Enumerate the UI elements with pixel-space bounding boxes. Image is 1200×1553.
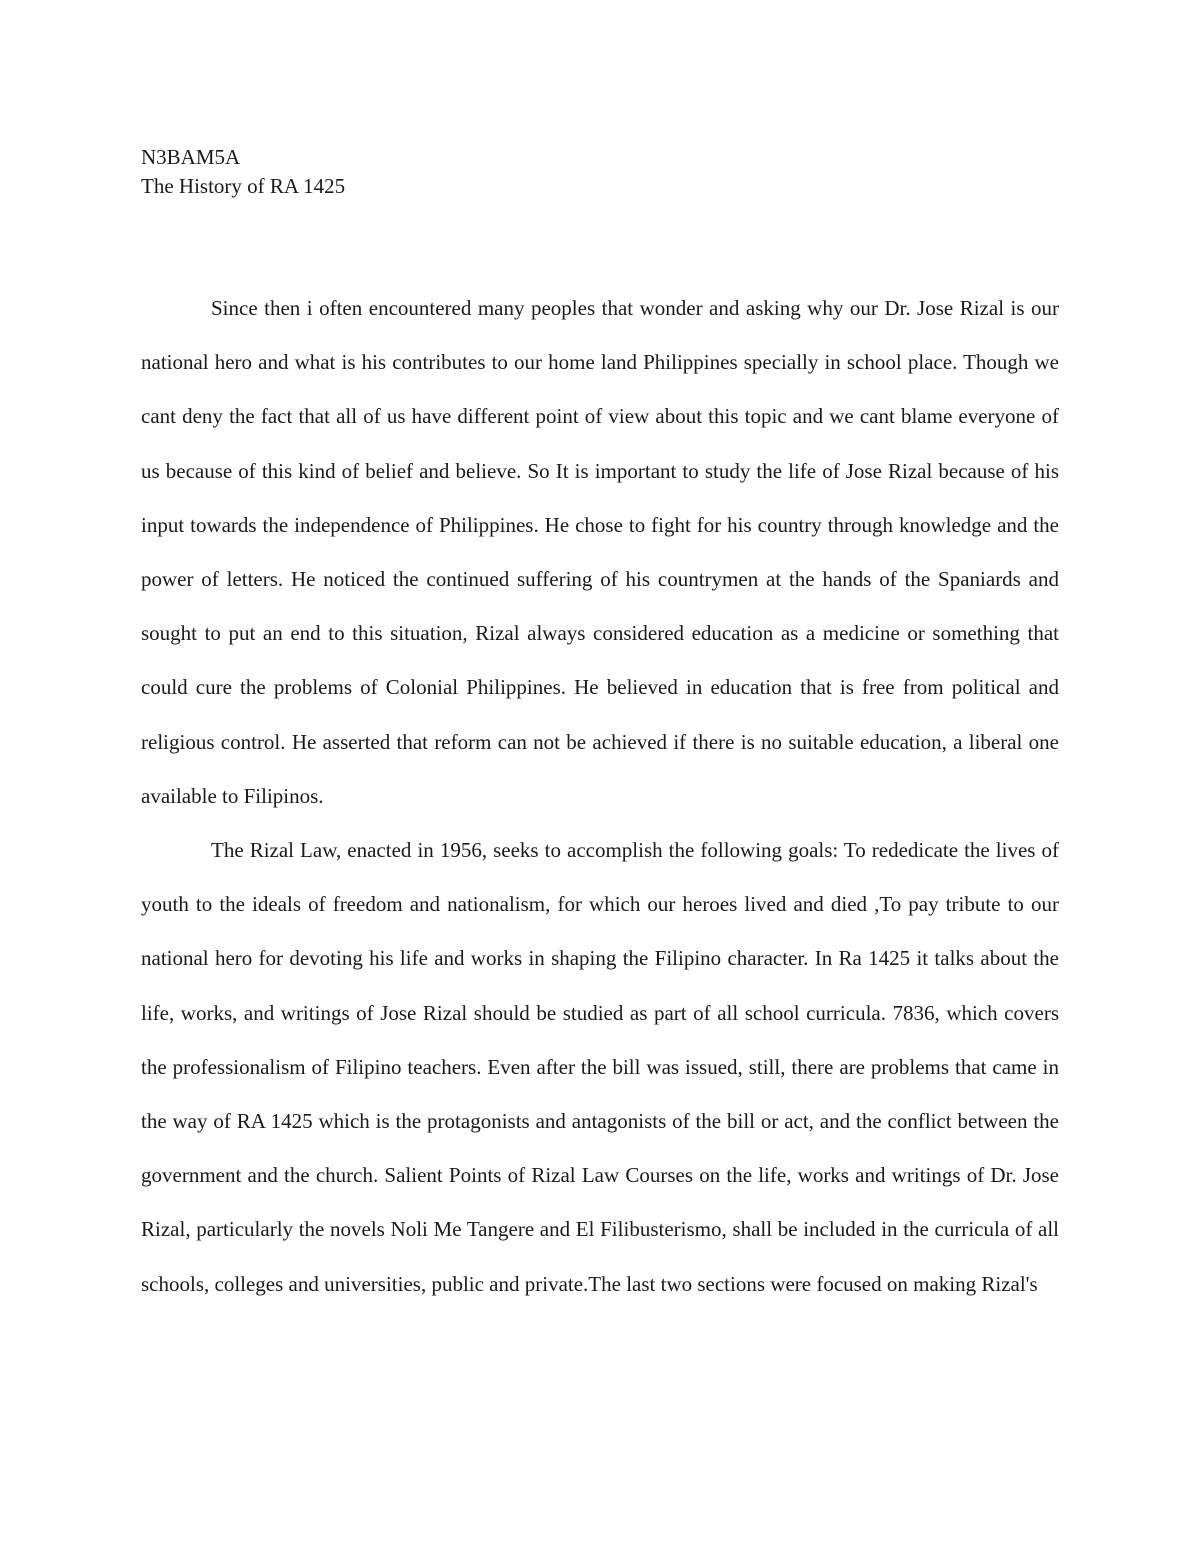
paragraph-rizal-law: The Rizal Law, enacted in 1956, seeks to accomplish the following goals: To rededicate the lives of youth to the ideals of freedom and nationalism, for which our heroes lived and died ,To pay tribute to our national hero for devoting his life and works in shaping the Filipino character. In Ra 1425 it talks about the life, works, and writings of Jose Rizal should be studied as part of all school curricula. 7836, which covers the professionalism of Filipino teachers. Even after the bill was issued, still, there are problems that came in the way of RA 1425 which is the protagonists and antagonists of the bill or act, and the conflict between the government and the church. Salient Points of Rizal Law Courses on the life, works and writings of Dr. Jose Rizal, particularly the novels Noli Me Tangere and El Filibusterismo, shall be included in the curricula of all schools, colleges and universities, public and private.The last two sections were focused on making Rizal's — [141, 838, 1059, 1296]
document-code: N3BAM5A — [141, 145, 241, 169]
document-body — [141, 281, 1059, 1311]
document-header — [141, 143, 1059, 201]
paragraph-rizal-hero: Since then i often encountered many peoples that wonder and asking why our Dr. Jose Rizal is our national hero and what is his contributes to our home land Philippines specially in school place. Though we cant deny the fact that all of us have different point of view about this topic and we cant blame everyone of us because of this kind of belief and believe. So It is important to study the life of Jose Rizal because of his input towards the independence of Philippines. He chose to fight for his country through knowledge and the power of letters. He noticed the continued suffering of his countrymen at the hands of the Spaniards and sought to put an end to this situation, Rizal always considered education as a medicine or something that could cure the problems of Colonial Philippines. He believed in education that is free from political and religious control. He asserted that reform can not be achieved if there is no suitable education, a liberal one available to Filipinos. — [141, 296, 1059, 808]
document-title: The History of RA 1425 — [141, 174, 346, 198]
